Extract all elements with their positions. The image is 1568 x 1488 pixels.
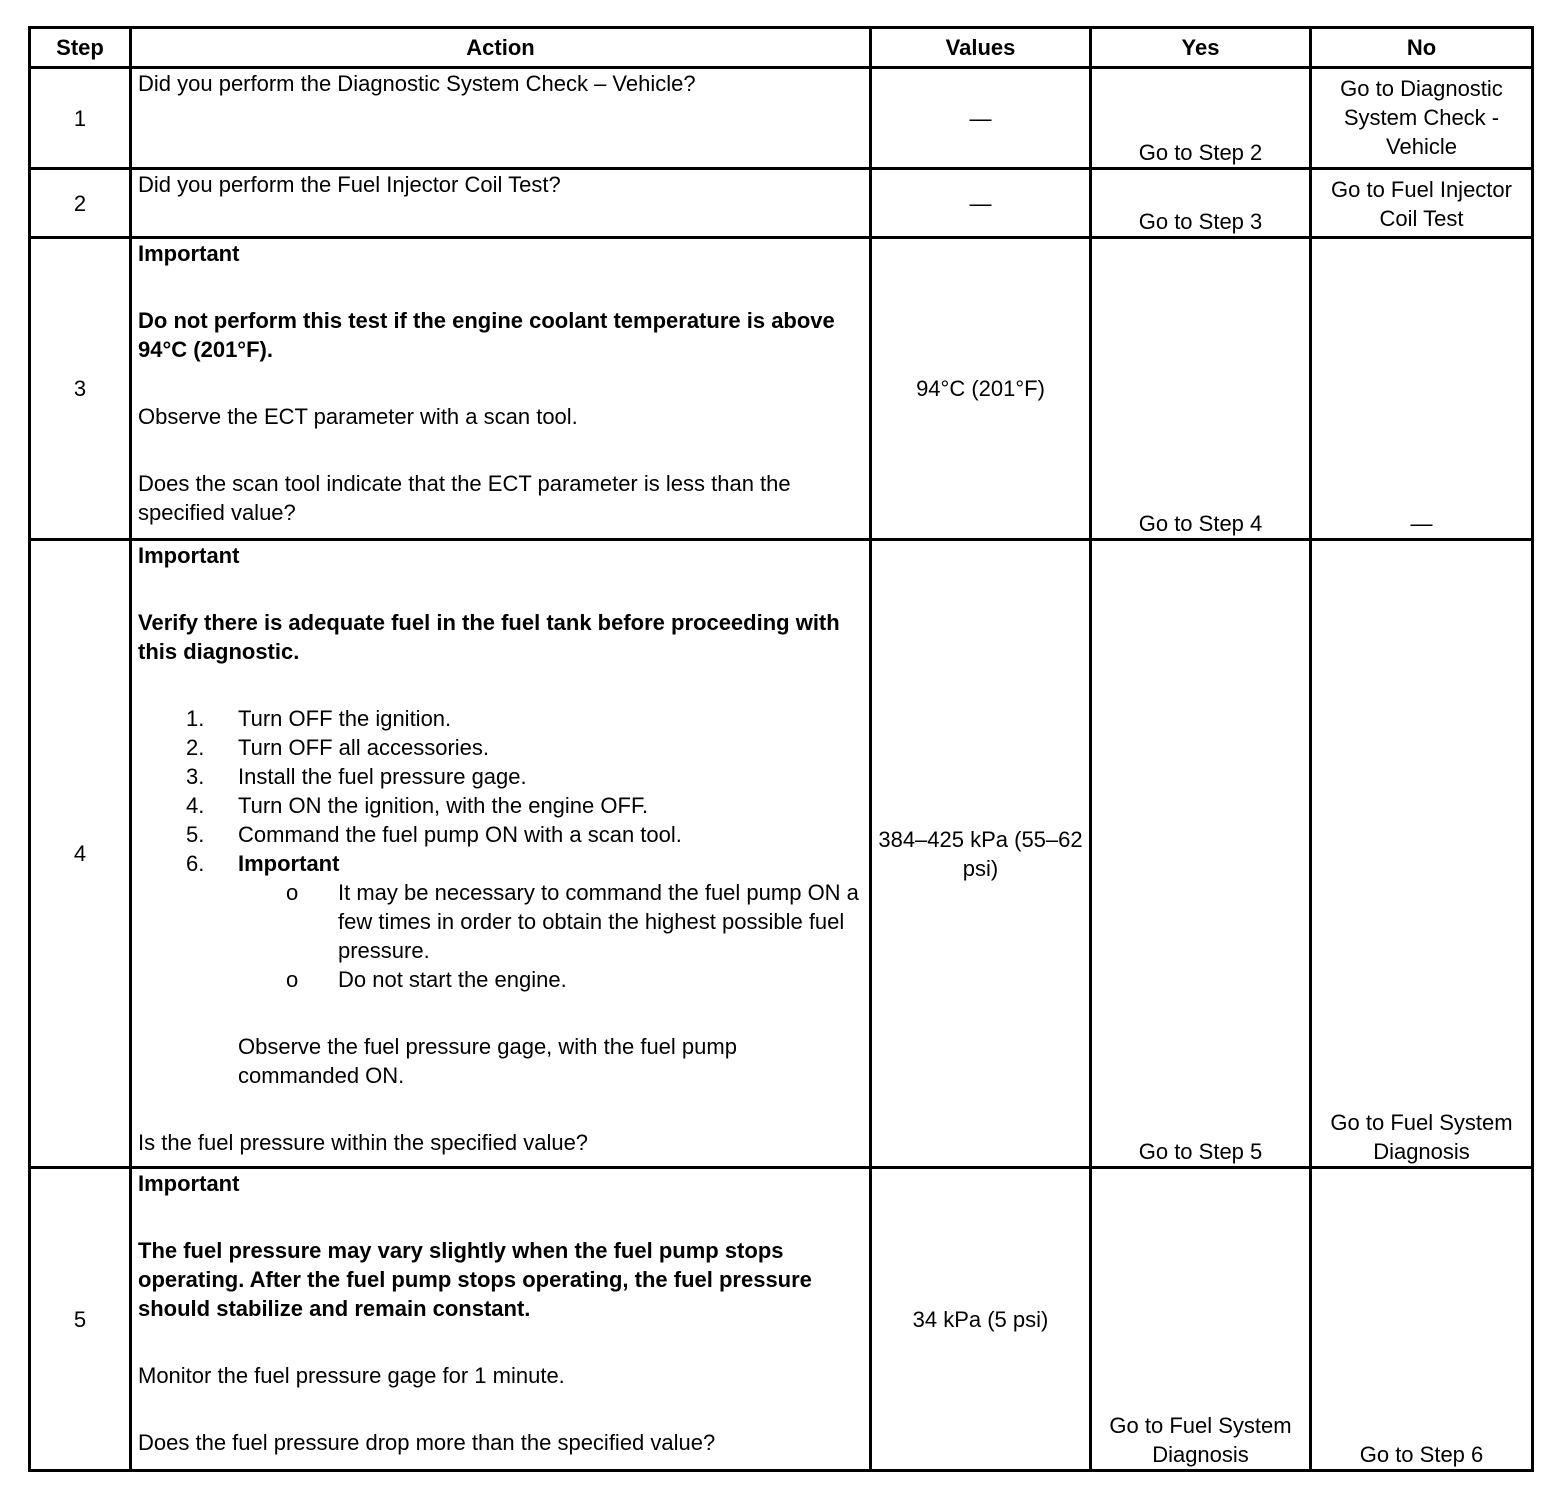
yes-cell: Go to Step 2 xyxy=(1091,68,1311,169)
no-cell: Go to Diagnostic System Check - Vehicle xyxy=(1311,68,1533,169)
question-text: Does the fuel pressure drop more than the specified value? xyxy=(138,1430,716,1455)
header-step: Step xyxy=(30,28,131,68)
list-item xyxy=(186,704,863,733)
warning-text: Do not perform this test if the engine coolant temperature is above 94°C (201°F). xyxy=(138,308,835,362)
list-number: 4. xyxy=(186,793,205,818)
list-number: 6. xyxy=(186,851,205,876)
list-item xyxy=(186,762,863,791)
list-text: Command the fuel pump ON with a scan tool. xyxy=(238,822,682,847)
procedure-list xyxy=(138,704,863,994)
table-row-step-4 xyxy=(30,540,1533,1168)
value-cell: — xyxy=(871,169,1091,238)
action-cell xyxy=(131,540,871,1168)
header-yes: Yes xyxy=(1091,28,1311,68)
step-number: 3 xyxy=(30,238,131,540)
yes-cell: Go to Step 3 xyxy=(1091,169,1311,238)
value-cell: 384–425 kPa (55–62 psi) xyxy=(871,540,1091,1168)
list-text: Turn ON the ignition, with the engine OFF. xyxy=(238,793,649,818)
step-number: 5 xyxy=(30,1168,131,1471)
question-text: Does the scan tool indicate that the ECT parameter is less than the specified value? xyxy=(138,471,791,525)
action-cell xyxy=(131,1168,871,1471)
action-cell xyxy=(131,238,871,540)
diagnostic-table xyxy=(28,26,1534,1472)
list-item xyxy=(186,791,863,820)
value-cell: — xyxy=(871,68,1091,169)
table-row-step-5 xyxy=(30,1168,1533,1471)
list-text: Install the fuel pressure gage. xyxy=(238,764,527,789)
sub-list xyxy=(238,878,863,994)
header-row xyxy=(30,28,1533,68)
list-number: 1. xyxy=(186,706,205,731)
list-text: Turn OFF all accessories. xyxy=(238,735,490,760)
important-label: Important xyxy=(138,543,240,568)
yes-cell: Go to Step 4 xyxy=(1091,238,1311,540)
table-row-step-2 xyxy=(30,169,1533,238)
step-number: 2 xyxy=(30,169,131,238)
sub-list-item xyxy=(286,965,863,994)
bullet-icon: o xyxy=(286,967,299,992)
step-number: 1 xyxy=(30,68,131,169)
sub-list-text: Do not start the engine. xyxy=(338,967,567,992)
action-text: Did you perform the Diagnostic System Check – Vehicle? xyxy=(131,68,871,169)
sub-list-text: It may be necessary to command the fuel pump ON a few times in order to obtain the highest possible fuel pressure. xyxy=(338,880,859,963)
warning-text: The fuel pressure may vary slightly when the fuel pump stops operating. After the fuel pump stops operating, the fuel pressure should stabilize and remain constant. xyxy=(138,1238,812,1321)
no-cell: Go to Step 6 xyxy=(1311,1168,1533,1471)
list-number: 2. xyxy=(186,735,205,760)
header-values: Values xyxy=(871,28,1091,68)
list-text: Turn OFF the ignition. xyxy=(238,706,452,731)
instruction-text: Monitor the fuel pressure gage for 1 minute. xyxy=(138,1363,565,1388)
no-cell: Go to Fuel System Diagnosis xyxy=(1311,540,1533,1168)
table-row-step-1 xyxy=(30,68,1533,169)
header-no: No xyxy=(1311,28,1533,68)
yes-cell: Go to Fuel System Diagnosis xyxy=(1091,1168,1311,1471)
list-item xyxy=(186,820,863,849)
value-cell: 34 kPa (5 psi) xyxy=(871,1168,1091,1471)
observe-text: Observe the fuel pressure gage, with the fuel pump commanded ON. xyxy=(238,1034,737,1088)
header-action: Action xyxy=(131,28,871,68)
important-label: Important xyxy=(138,241,240,266)
list-item xyxy=(186,733,863,762)
important-label: Important xyxy=(138,1171,240,1196)
question-text: Is the fuel pressure within the specified value? xyxy=(138,1130,589,1155)
list-number: 3. xyxy=(186,764,205,789)
instruction-text: Observe the ECT parameter with a scan tool. xyxy=(138,404,578,429)
list-number: 5. xyxy=(186,822,205,847)
list-item xyxy=(186,849,863,994)
step-number: 4 xyxy=(30,540,131,1168)
warning-text: Verify there is adequate fuel in the fuel tank before proceeding with this diagnostic. xyxy=(138,610,840,664)
bullet-icon: o xyxy=(286,880,299,905)
yes-cell: Go to Step 5 xyxy=(1091,540,1311,1168)
no-cell: — xyxy=(1311,238,1533,540)
list-text: Important xyxy=(238,851,340,876)
value-cell: 94°C (201°F) xyxy=(871,238,1091,540)
action-text: Did you perform the Fuel Injector Coil Test? xyxy=(131,169,871,238)
sub-list-item xyxy=(286,878,863,965)
no-cell: Go to Fuel Injector Coil Test xyxy=(1311,169,1533,238)
table-row-step-3 xyxy=(30,238,1533,540)
